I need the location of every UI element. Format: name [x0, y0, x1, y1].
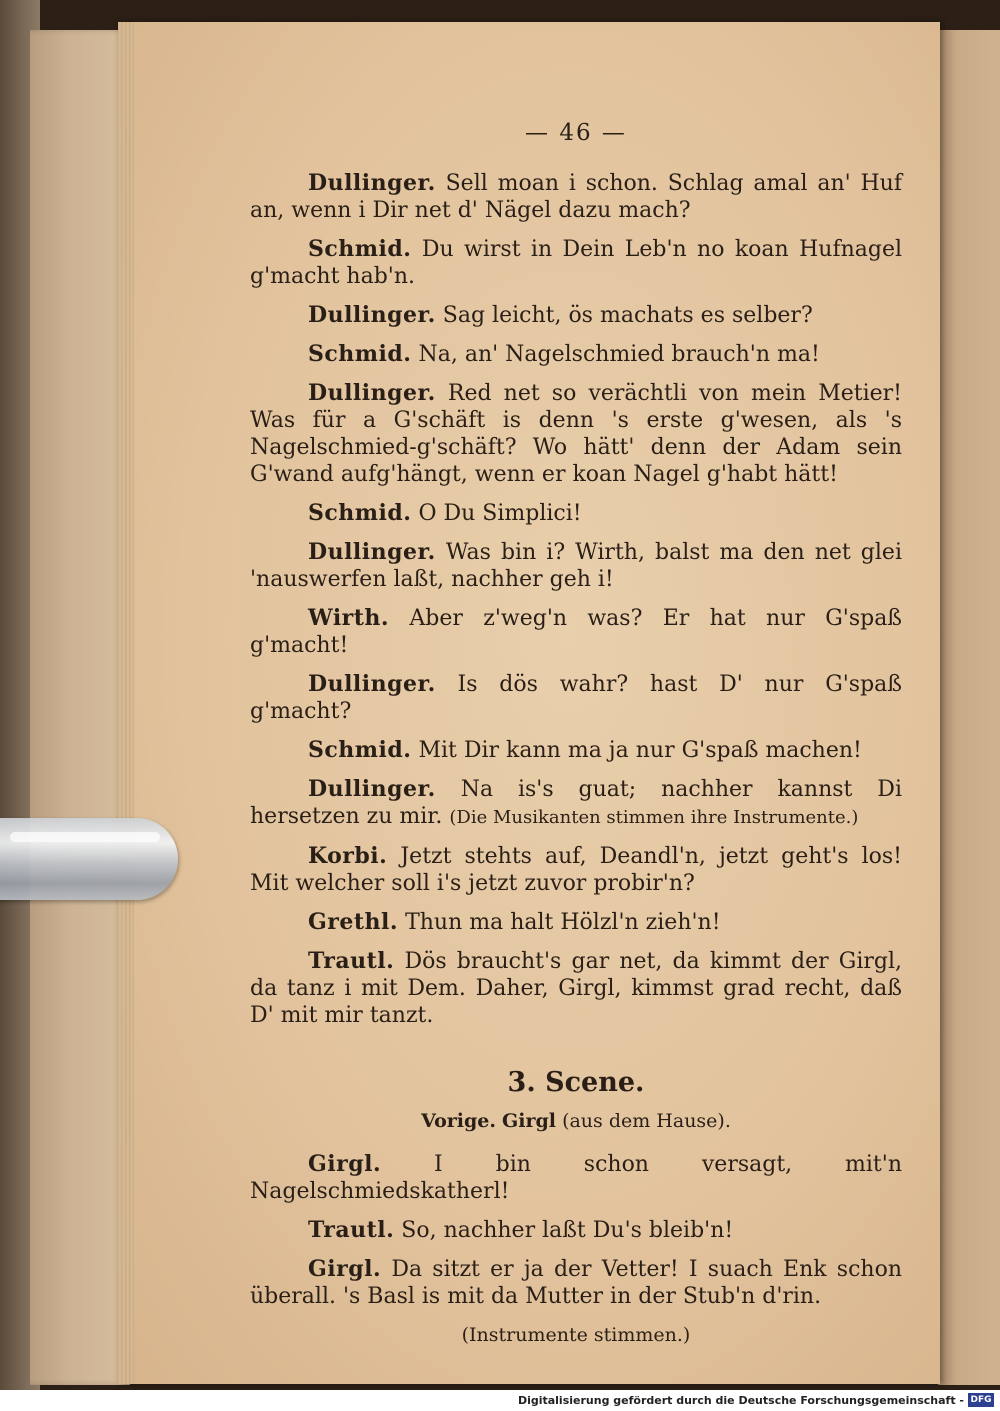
speaker-name: Schmid.: [308, 341, 412, 367]
dialogue-text: Na is's guat; nachher kannst Di hersetzen zu mir.: [250, 777, 902, 829]
dialogue-text: Aber z'weg'n was? Er hat nur G'spaß g'macht!: [250, 606, 903, 658]
dfg-logo: DFG: [968, 1393, 994, 1407]
page-number: — 46 —: [525, 120, 627, 146]
dialogue-line: [250, 539, 902, 593]
stage-direction: (Die Musikanten stimmen ihre Instrumente.): [449, 807, 859, 828]
page-holder-clip: [0, 818, 178, 900]
dialogue-line: [250, 776, 902, 831]
dialogue-block-2: [250, 1151, 902, 1310]
speaker-name: Trautl.: [308, 1217, 395, 1243]
speaker-name: Girgl.: [308, 1151, 382, 1177]
speaker-name: Dullinger.: [308, 671, 436, 697]
characters-label: Vorige.: [421, 1110, 496, 1132]
book-cover-edge: [30, 30, 130, 1385]
character-name: Girgl: [502, 1110, 557, 1132]
speaker-name: Wirth.: [308, 605, 390, 631]
speaker-name: Dullinger.: [308, 776, 436, 802]
stage-direction-final: (Instrumente stimmen.): [461, 1324, 691, 1346]
dialogue-line: [250, 948, 902, 1029]
dialogue-text: Da sitzt er ja der Vetter! I suach Enk schon überall. 's Basl is mit da Mutter in der Stub'n d'rin.: [250, 1257, 902, 1309]
dialogue-text: Sag leicht, ös machats es selber?: [442, 303, 813, 328]
speaker-name: Girgl.: [308, 1256, 382, 1282]
dialogue-block: [250, 170, 902, 1029]
dialogue-line: [250, 1217, 902, 1244]
dialogue-text: I bin schon versagt, mit'n Nagelschmiedskatherl!: [250, 1152, 902, 1204]
dialogue-line: [250, 341, 902, 368]
dialogue-text: Mit Dir kann ma ja nur G'spaß machen!: [418, 738, 862, 763]
dialogue-text: So, nachher laßt Du's bleib'n!: [401, 1218, 734, 1243]
speaker-name: Korbi.: [308, 843, 388, 869]
dialogue-line: [250, 236, 902, 290]
footer: [0, 1390, 1000, 1411]
dialogue-text: Du wirst in Dein Leb'n no koan Hufnagel g'macht hab'n.: [250, 237, 903, 289]
speaker-name: Dullinger.: [308, 539, 436, 565]
speaker-name: Schmid.: [308, 500, 412, 526]
dialogue-line: [250, 671, 902, 725]
dialogue-line: [250, 170, 902, 224]
page-stack-edges: [118, 22, 134, 1384]
adjacent-page-edge: [938, 30, 1000, 1385]
dialogue-line: [250, 380, 902, 488]
dialogue-text: Red net so verächtli von mein Metier! Was für a G'schäft is denn 's erste g'wesen, als 's Nagelschmied-g'schäft? Wo hätt' denn der Adam sein G'wand aufg'hängt, wenn er koan Nagel g'habt hätt!: [250, 381, 903, 487]
dialogue-text: Jetzt stehts auf, Deandl'n, jetzt geht's los! Mit welcher soll i's jetzt zuvor probir'n?: [250, 844, 903, 896]
funding-notice: Digitalisierung gefördert durch die Deutsche Forschungsgemeinschaft -: [517, 1394, 964, 1407]
speaker-name: Dullinger.: [308, 380, 436, 406]
dialogue-text: Sell moan i schon. Schlag amal an' Huf an, wenn i Dir net d' Nägel dazu mach?: [250, 171, 902, 223]
clip-highlight: [10, 832, 160, 842]
dialogue-line: [250, 843, 902, 897]
speaker-name: Dullinger.: [308, 170, 436, 196]
speaker-name: Dullinger.: [308, 302, 436, 328]
dialogue-line: [250, 737, 902, 764]
scene-characters: [250, 1108, 902, 1135]
speaker-name: Grethl.: [308, 909, 399, 935]
dialogue-text: Is dös wahr? hast D' nur G'spaß g'macht?: [250, 672, 902, 724]
dialogue-text: Was bin i? Wirth, balst ma den net glei 'nauswerfen laßt, nachher geh i!: [250, 540, 902, 592]
dialogue-line: [250, 1151, 902, 1205]
speaker-name: Schmid.: [308, 737, 412, 763]
dialogue-line: [250, 605, 902, 659]
scene-heading: 3. Scene.: [507, 1067, 645, 1098]
dialogue-text: Dös braucht's gar net, da kimmt der Girgl, da tanz i mit Dem. Daher, Girgl, kimmst grad recht, daß D' mit mir tanzt.: [250, 949, 902, 1028]
page-text: [250, 120, 902, 1349]
dialogue-text: Na, an' Nagelschmied brauch'n ma!: [418, 342, 820, 367]
dialogue-line: [250, 500, 902, 527]
character-note: (aus dem Hause).: [562, 1110, 731, 1132]
dialogue-line: [250, 1256, 902, 1310]
dialogue-text: O Du Simplici!: [418, 501, 582, 526]
dialogue-line: [250, 909, 902, 936]
speaker-name: Trautl.: [308, 948, 395, 974]
speaker-name: Schmid.: [308, 236, 412, 262]
dialogue-text: Thun ma halt Hölzl'n zieh'n!: [405, 910, 721, 935]
dialogue-line: [250, 302, 902, 329]
